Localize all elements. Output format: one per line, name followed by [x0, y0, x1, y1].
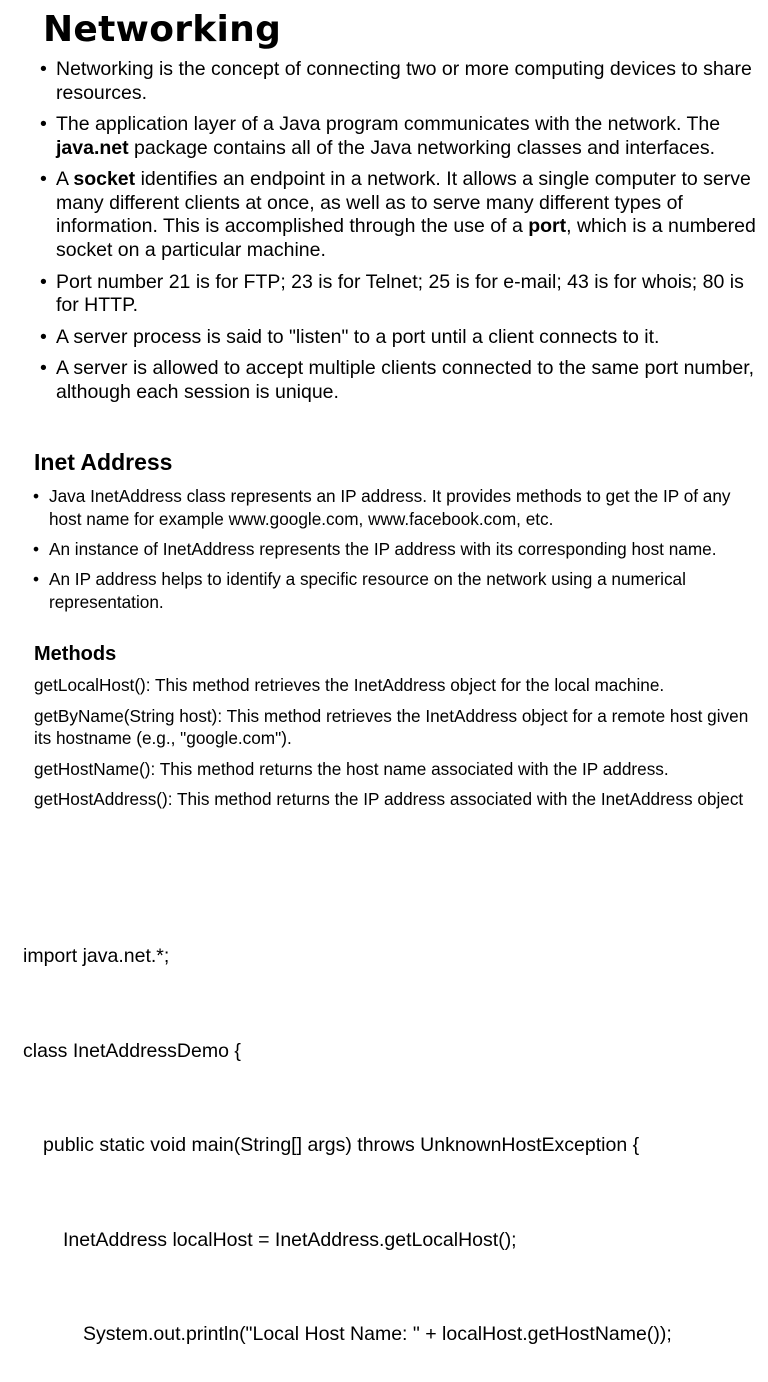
intro-bullet-networking: • Networking is the concept of connecting two or more computing devices to share resources.: [40, 58, 752, 104]
inet-bullet-item: • Java InetAddress class represents an IP address. It provides methods to get the IP of any host name for example www.google.com, www.facebook.com, etc.: [33, 486, 731, 529]
port-term: port: [528, 215, 567, 238]
inet-bullet-list: [33, 485, 745, 621]
code-line: public static void main(String[] args) throws UnknownHostException {: [43, 1134, 640, 1156]
socket-term: socket: [73, 168, 136, 191]
java-net-term: java.net: [56, 136, 129, 159]
code-line: System.out.println("Local Host Name: " + localHost.getHostName());: [83, 1323, 672, 1345]
bullet-marker: •: [40, 357, 47, 380]
code-line: InetAddress localHost = InetAddress.getLocalHost();: [63, 1228, 517, 1251]
bullet-marker: •: [40, 168, 47, 191]
inet-address-heading: Inet Address: [34, 449, 173, 475]
intro-bullet-list: [40, 58, 756, 413]
methods-list: [34, 674, 750, 819]
bullet-marker: •: [33, 486, 40, 506]
intro-bullet-socket: • A socket identifies an endpoint in a network. It allows a single computer to serve many different clients at once, as well as to serve many different types of information. This is accomplished through the use of a port, which is a numbered socket on a particular machine.: [40, 168, 756, 261]
method-description: getHostName(): This method returns the host name associated with the IP address.: [34, 758, 669, 779]
intro-bullet-multiple-clients: • A server is allowed to accept multiple clients connected to the same port number, although each session is unique.: [40, 357, 755, 403]
method-description: getHostAddress(): This method returns the IP address associated with the InetAddress object: [34, 789, 744, 809]
bullet-marker: •: [40, 270, 47, 293]
intro-bullet-application-layer: • The application layer of a Java program communicates with the network. The java.net package contains all of the Java networking classes and interfaces.: [40, 113, 721, 159]
bullet-marker: •: [40, 113, 47, 136]
intro-bullet-listen: • A server process is said to "listen" to a port until a client connects to it.: [40, 325, 660, 348]
page-title: Networking: [43, 9, 282, 50]
bullet-marker: •: [40, 325, 47, 348]
methods-heading: Methods: [34, 643, 117, 665]
bullet-marker: •: [40, 58, 47, 80]
intro-bullet-port-numbers: • Port number 21 is for FTP; 23 is for Telnet; 25 is for e-mail; 43 is for whois; 80 is for HTTP.: [40, 270, 744, 317]
code-line: import java.net.*;: [23, 945, 170, 967]
code-sample: [23, 878, 763, 1382]
bullet-marker: •: [33, 569, 40, 589]
method-description: getByName(String host): This method retrieves the InetAddress object for a remote host given its hostname (e.g., "google.com").: [34, 705, 749, 748]
inet-bullet-item: • An IP address helps to identify a specific resource on the network using a numerical representation.: [33, 569, 686, 612]
method-description: getLocalHost(): This method retrieves the InetAddress object for the local machine.: [34, 675, 665, 695]
code-line: class InetAddressDemo {: [23, 1039, 241, 1062]
inet-bullet-item: • An instance of InetAddress represents the IP address with its corresponding host name.: [33, 539, 717, 559]
bullet-marker: •: [33, 539, 40, 559]
